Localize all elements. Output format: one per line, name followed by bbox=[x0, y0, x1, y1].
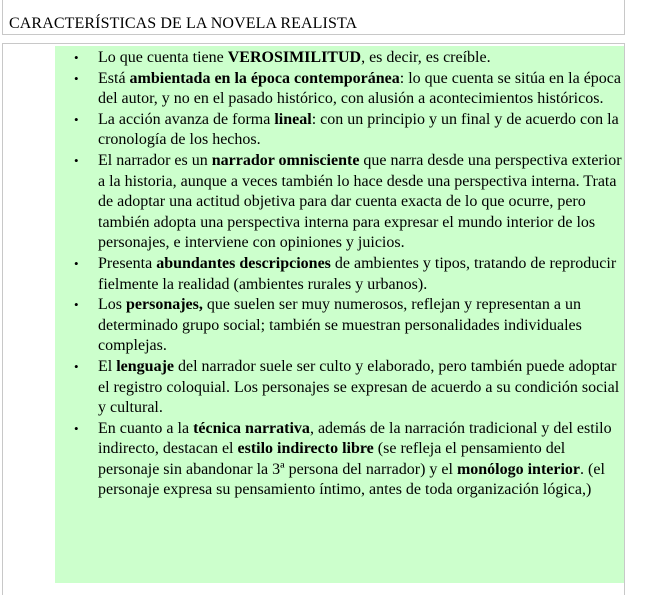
page-title: CARACTERÍSTICAS DE LA NOVELA REALISTA bbox=[9, 15, 358, 32]
list-item: • Presenta abundantes descripciones de ambientes y tipos, tratando de reproducir fielmente la realidad (ambientes rurales y urbanos). bbox=[74, 254, 617, 293]
list-item: • El lenguaje del narrador suele ser culto y elaborado, pero también puede adoptar el registro coloquial. Los personajes se expresan de acuerdo a su condición social y cultural. bbox=[74, 357, 620, 417]
features-list bbox=[74, 48, 628, 501]
bullet-icon: • bbox=[74, 152, 79, 168]
list-item: • La acción avanza de forma lineal: con un principio y un final y de acuerdo con la cronología de los hechos. bbox=[74, 110, 619, 149]
list-item: • Los personajes, que suelen ser muy numerosos, reflejan y representan a un determinado grupo social; también se muestran personalidades individuales complejas. bbox=[74, 296, 582, 355]
bullet-icon: • bbox=[74, 50, 79, 65]
bullet-icon: • bbox=[74, 111, 79, 127]
bullet-icon: • bbox=[74, 297, 79, 313]
list-item: • Está ambientada en la época contemporánea: lo que cuenta se sitúa en la época del autor, y no en el pasado histórico, con alusión a acontecimientos históricos. bbox=[74, 69, 621, 108]
list-item: • Lo que cuenta tiene VEROSIMILITUD, es decir, es creíble. bbox=[98, 48, 628, 69]
list-item: • El narrador es un narrador omnisciente que narra desde una perspectiva exterior a la historia, aunque a veces también lo hace desde una perspectiva interna. Trata de adoptar una actitud objetiva para dar cuenta exacta de lo que ocurre, pero también adopta una perspectiva interna para expresar el mundo interior de los personajes, e interviene con opiniones y juicios. bbox=[74, 151, 622, 252]
list-item: • En cuanto a la técnica narrativa, además de la narración tradicional y del estilo indirecto, destacan el estilo indirecto libre (se refleja el pensamiento del personaje sin abandonar la 3ª persona del narrador) y el monólogo interior. (el personaje expresa su pensamiento íntimo, antes de toda organización lógica,) bbox=[74, 419, 612, 499]
title-box bbox=[2, 0, 625, 35]
bullet-icon: • bbox=[74, 420, 79, 436]
bullet-icon: • bbox=[74, 70, 79, 86]
bullet-icon: • bbox=[74, 358, 79, 374]
bullet-icon: • bbox=[74, 255, 79, 271]
